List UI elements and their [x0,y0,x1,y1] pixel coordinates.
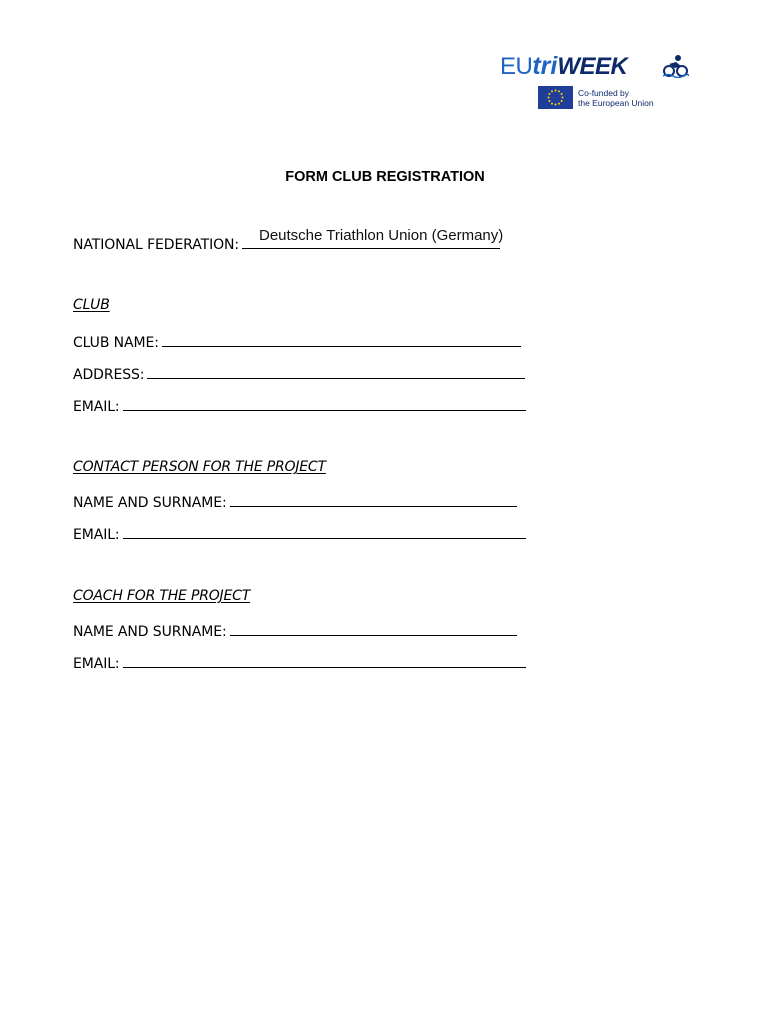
club-email-field[interactable] [123,396,526,411]
contact-email-row [73,524,526,544]
logo-eu-text: EU [500,53,533,80]
national-federation-value: Deutsche Triathlon Union (Germany) [259,227,504,244]
contact-email-label: EMAIL: [73,527,120,543]
club-name-label: CLUB NAME: [73,335,159,351]
address-field[interactable] [147,364,525,379]
club-name-row [73,332,521,352]
coach-email-field[interactable] [123,653,526,668]
coach-name-field[interactable] [230,621,517,636]
eutriweek-logo [500,52,700,112]
coach-section-heading: COACH FOR THE PROJECT [73,588,251,604]
coach-name-row [73,621,517,641]
coach-name-label: NAME AND SURNAME: [73,624,227,640]
cofunded-line-1: Co-funded by [578,88,630,98]
logo-wordmark [500,52,627,80]
cofunded-line-2: the European Union [578,98,654,108]
coach-email-label: EMAIL: [73,656,120,672]
logo-week-text: WEEK [557,53,628,80]
club-email-row [73,396,526,416]
cofunded-text [578,88,654,108]
contact-name-label: NAME AND SURNAME: [73,495,227,511]
contact-section-heading: CONTACT PERSON FOR THE PROJECT [73,459,326,475]
club-section-heading: CLUB [73,297,110,313]
contact-name-row [73,492,517,512]
eu-flag-icon [538,86,573,109]
national-federation-label: NATIONAL FEDERATION: [73,237,240,253]
form-title: FORM CLUB REGISTRATION [285,169,485,185]
logo-tri-text: tri [532,52,558,80]
address-row [73,364,525,384]
triathlete-icon [661,54,689,78]
club-email-label: EMAIL: [73,399,120,415]
coach-email-row [73,653,526,673]
contact-name-field[interactable] [230,492,517,507]
club-name-field[interactable] [162,332,521,347]
contact-email-field[interactable] [123,524,526,539]
address-label: ADDRESS: [73,367,145,383]
